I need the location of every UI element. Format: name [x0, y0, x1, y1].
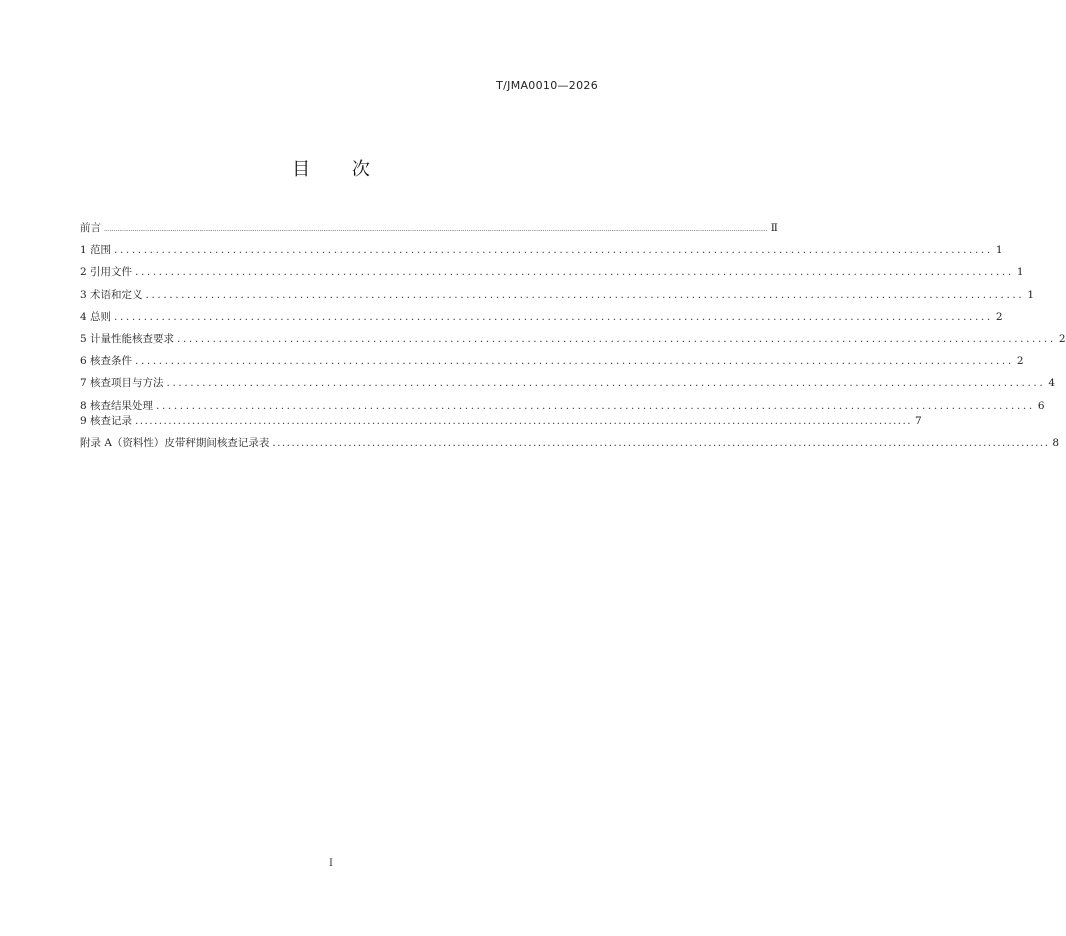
- toc-entry-label: 1 范围: [80, 244, 112, 257]
- toc-entry-label: 4 总则: [80, 310, 112, 323]
- dot-leader: ....................................................................................................................................................: [156, 399, 1035, 412]
- dot-leader: ....................................................................................................................................................: [114, 310, 993, 323]
- toc-entry-metrological-requirements[interactable]: [80, 332, 1066, 346]
- toc-entry-page: 2: [995, 310, 1003, 323]
- dot-leader: ....................................................................................................................................................................: [272, 436, 1050, 449]
- toc-entry-page: 6: [1037, 399, 1045, 412]
- toc-entry-check-items-methods[interactable]: [80, 377, 1055, 390]
- dot-leader: ....................................................................................................................................................: [145, 288, 1025, 301]
- toc-entry-page: 1: [1016, 266, 1024, 279]
- dot-leader: ....................................................................................................................................................................: [135, 414, 913, 427]
- toc-entry-label: 8 核查结果处理: [80, 399, 154, 412]
- toc-entry-label: 5 计量性能核查要求: [80, 332, 175, 345]
- toc-title: 目 次: [292, 159, 388, 180]
- dot-leader: ....................................................................................................................................................: [114, 244, 993, 257]
- document-standard-number: T/JMA0010—2026: [496, 79, 598, 92]
- toc-entry-normative-references[interactable]: [80, 266, 1024, 279]
- toc-entry-page: 7: [915, 414, 922, 427]
- toc-entry-page: 2: [1016, 355, 1024, 368]
- table-of-contents: [80, 222, 1066, 459]
- toc-entry-general[interactable]: [80, 310, 1003, 324]
- toc-entry-page: 4: [1048, 377, 1055, 390]
- toc-entry-label: 7 核查项目与方法: [80, 377, 164, 390]
- dot-leader: ............................................................................................................................................................................................................................................................................................................................................................: [104, 226, 768, 233]
- toc-entry-label: 附录 A（资料性）皮带秤期间核查记录表: [80, 436, 270, 449]
- toc-entry-appendix-a[interactable]: [80, 436, 1060, 450]
- toc-entry-page: 2: [1058, 332, 1066, 345]
- toc-entry-foreword[interactable]: [80, 222, 778, 235]
- toc-entry-check-records[interactable]: [80, 414, 922, 428]
- toc-entry-page: 1: [995, 244, 1003, 257]
- toc-entry-label: 2 引用文件: [80, 266, 133, 279]
- toc-entry-result-handling[interactable]: [80, 399, 1045, 413]
- dot-leader: ....................................................................................................................................................: [177, 332, 1056, 345]
- toc-entry-check-conditions[interactable]: [80, 355, 1024, 368]
- page-number: I: [329, 858, 333, 869]
- toc-entry-label: 6 核查条件: [80, 355, 133, 368]
- toc-entry-page: Ⅱ: [770, 222, 778, 234]
- dot-leader: ....................................................................................................................................................: [135, 266, 1014, 279]
- dot-leader: ....................................................................................................................................................: [166, 377, 1046, 390]
- toc-entry-label: 前言: [80, 222, 101, 234]
- toc-entry-label: 9 核查记录: [80, 414, 133, 427]
- toc-entry-page: 1: [1027, 288, 1034, 301]
- toc-entry-terms-definitions[interactable]: [80, 288, 1034, 302]
- toc-entry-scope[interactable]: [80, 244, 1003, 257]
- dot-leader: ....................................................................................................................................................: [135, 355, 1014, 368]
- toc-entry-page: 8: [1052, 436, 1060, 449]
- toc-entry-label: 3 术语和定义: [80, 288, 143, 301]
